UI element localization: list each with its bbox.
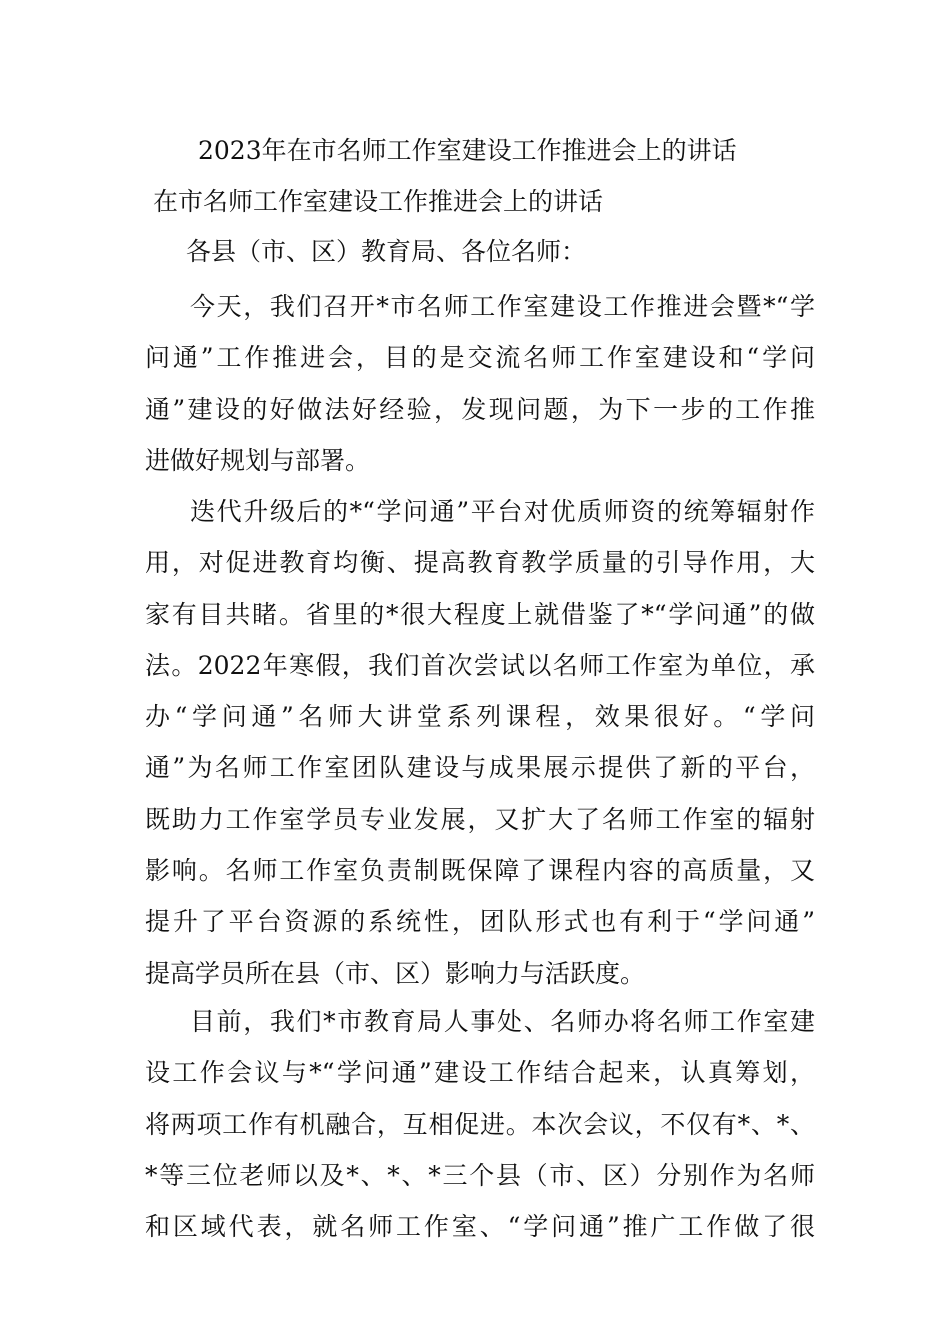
paragraph-line: *等三位老师以及*、*、*三个县（市、区）分别作为名师: [145, 1160, 815, 1190]
paragraph-line: 家有目共睹。省里的*很大程度上就借鉴了*“学问通”的做: [145, 599, 815, 629]
paragraph-line: 既助力工作室学员专业发展，又扩大了名师工作室的辐射: [145, 804, 815, 834]
paragraph-line: 用，对促进教育均衡、提高教育教学质量的引导作用，大: [145, 548, 815, 578]
paragraph-line: 法。2022年寒假，我们首次尝试以名师工作室为单位，承: [145, 650, 815, 680]
paragraph-line: 提高学员所在县（市、区）影响力与活跃度。: [145, 958, 646, 988]
paragraph-line: 提升了平台资源的系统性，团队形式也有利于“学问通”: [145, 907, 815, 937]
paragraph-1: [145, 281, 815, 486]
paragraph-line: 今天，我们召开*市名师工作室建设工作推进会暨*“学: [190, 292, 815, 321]
paragraph-line: 问通”工作推进会，目的是交流名师工作室建设和“学问: [145, 343, 815, 373]
paragraph-line: 办“学问通”名师大讲堂系列课程，效果很好。“学问: [145, 702, 815, 732]
paragraph-line: 进做好规划与部署。: [145, 445, 371, 475]
paragraph-line: 设工作会议与*“学问通”建设工作结合起来，认真筹划，: [145, 1058, 815, 1088]
paragraph-2: [145, 486, 815, 999]
paragraph-line: 通”建设的好做法好经验，发现问题，为下一步的工作推: [145, 394, 815, 424]
document-subtitle: 在市名师工作室建设工作推进会上的讲话: [153, 187, 604, 216]
paragraph-line: 和区域代表，就名师工作室、“学问通”推广工作做了很: [145, 1212, 815, 1242]
paragraph-line: 通”为名师工作室团队建设与成果展示提供了新的平台，: [145, 753, 815, 783]
paragraph-line: 迭代升级后的*“学问通”平台对优质师资的统筹辐射作: [190, 497, 815, 526]
paragraph-3: [145, 996, 815, 1252]
salutation: 各县（市、区）教育局、各位名师：: [186, 237, 587, 266]
paragraph-line: 将两项工作有机融合，互相促进。本次会议，不仅有*、*、: [145, 1109, 815, 1139]
document-title: 2023年在市名师工作室建设工作推进会上的讲话: [198, 136, 737, 165]
paragraph-line: 目前，我们*市教育局人事处、名师办将名师工作室建: [190, 1007, 815, 1036]
paragraph-line: 影响。名师工作室负责制既保障了课程内容的高质量，又: [145, 856, 815, 886]
